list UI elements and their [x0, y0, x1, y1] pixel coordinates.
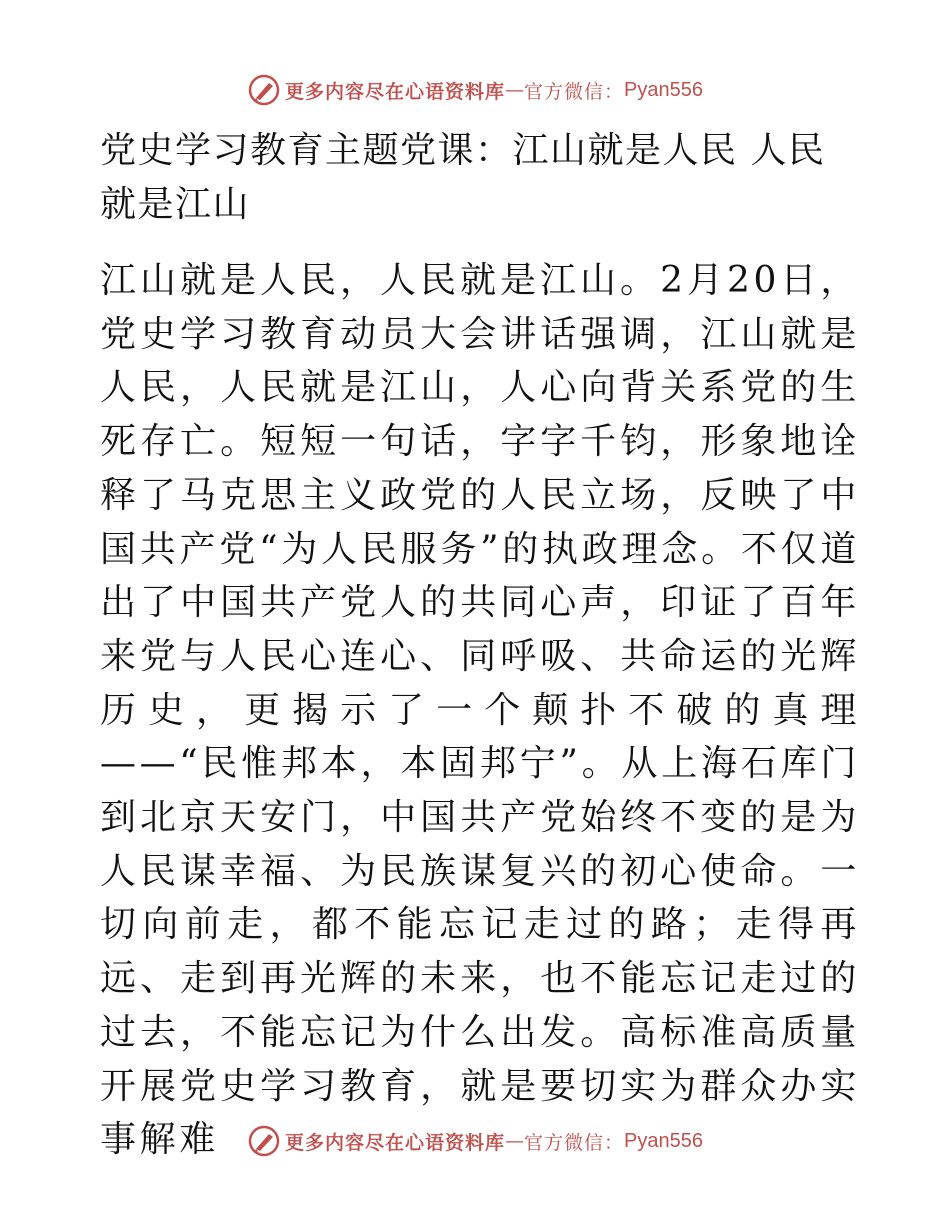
document-title: 党史学习教育主题党课：江山就是人民 人民就是江山	[100, 130, 826, 225]
banner-site-text: 更多内容尽在心语资料库	[285, 1131, 506, 1154]
banner-separator: —	[505, 79, 525, 101]
banner-separator: —	[505, 1130, 525, 1152]
banner-wechat-id: Pyan556	[624, 1129, 703, 1152]
banner-wechat-label: 官方微信：	[524, 1131, 625, 1154]
banner-wechat-id: Pyan556	[624, 78, 703, 101]
banner-site-text: 更多内容尽在心语资料库	[285, 80, 506, 103]
banner-wechat-label: 官方微信：	[524, 80, 625, 103]
pen-logo-icon	[247, 73, 281, 107]
pen-logo-icon	[247, 1124, 281, 1158]
document-paragraph: 江山就是人民，人民就是江山。2月20日，党史学习教育动员大会讲话强调，江山就是人民，人民就是江山，人心向背关系党的生死存亡。短短一句话，字字千钧，形象地诠释了马克思主义政党的人民立场，反映了中国共产党“为人民服务”的执政理念。不仅道出了中国共产党人的共同心声，印证了百年来党与人民心连心、同呼吸、共命运的光辉历史，更揭示了一个颠扑不破的真理——“民惟邦本，本固邦宁”。从上海石库门到北京天安门，中国共产党始终不变的是为人民谋幸福、为民族谋复兴的初心使命。一切向前走，都不能忘记走过的路；走得再远、走到再光辉的未来，也不能忘记走过的过去，不能忘记为什么出发。高标准高质量开展党史学习教育，就是要切实为群众办实事解难	[100, 260, 860, 1161]
footer-banner	[0, 1121, 950, 1161]
header-banner	[0, 70, 950, 110]
